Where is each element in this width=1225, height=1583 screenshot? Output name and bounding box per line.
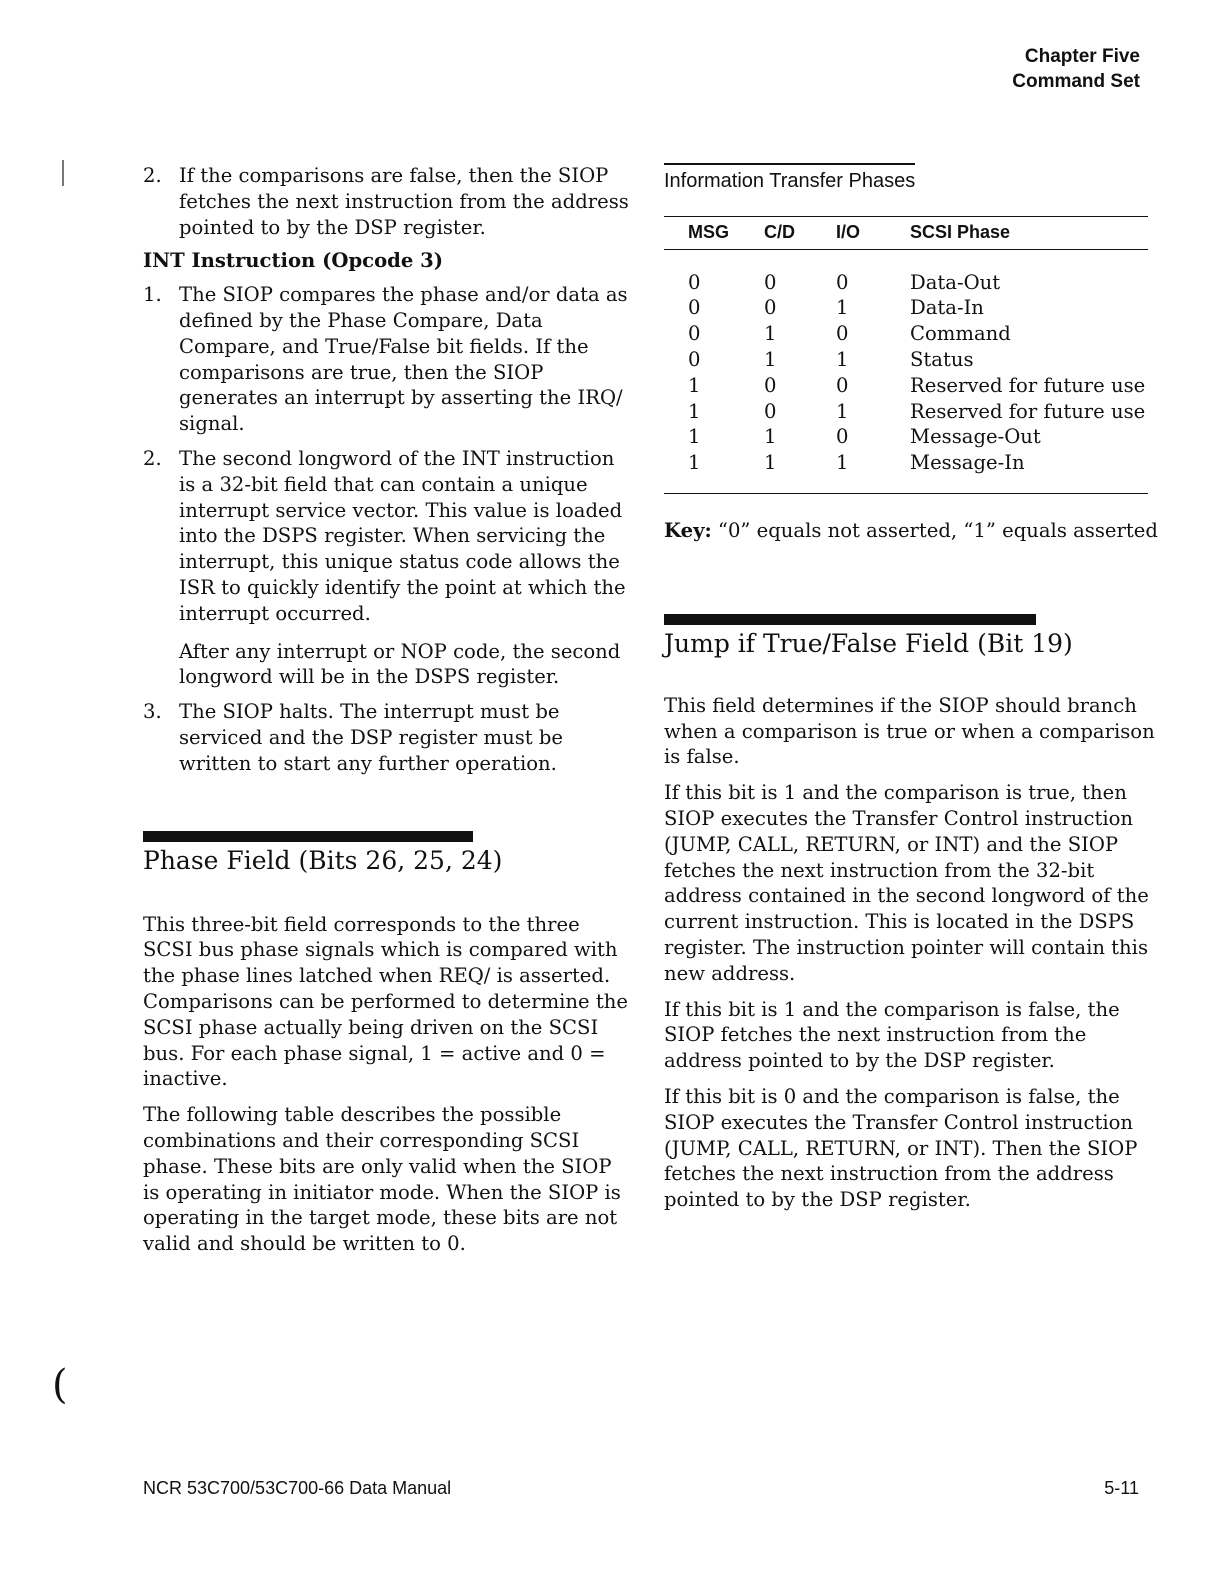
msg-cell: 1 <box>688 399 701 423</box>
paragraph: This three-bit field corresponds to the three SCSI bus phase signals which is compared with the phase lines latched when REQ/ is asserted. Comparisons can be performed to determine the SCSI phase actually being driven on the SCSI bus. For each phase signal, 1 = active and 0 = inactive. <box>143 912 628 1091</box>
list-number: 1. <box>143 283 162 307</box>
phase-cell: Message-Out <box>910 425 1041 449</box>
scan-mark <box>62 160 68 186</box>
msg-cell: 1 <box>688 373 701 397</box>
section-label: Command Set <box>1012 71 1140 92</box>
cd-cell: 1 <box>764 450 836 493</box>
paragraph: The following table describes the possible combinations and their corresponding SCSI phase. These bits are only valid when the SIOP is operating in initiator mode. When the SIOP is operating in the target mode, these bits are not valid and should be written to 0. <box>143 1103 621 1256</box>
list-text: The SIOP compares the phase and/or data as defined by the Phase Compare, Data Compare, and True/False bit fields. If the comparisons are true, then the SIOP generates an interrupt by asserting the IRQ/ signal. <box>179 283 628 436</box>
msg-cell: 0 <box>688 347 701 371</box>
footer-manual-title: NCR 53C700/53C700-66 Data Manual <box>143 1478 452 1498</box>
list-item <box>143 639 633 691</box>
msg-cell: 0 <box>688 270 701 294</box>
key-text: “0” equals not asserted, “1” equals asserted <box>717 518 1158 542</box>
table-row <box>664 373 1148 399</box>
cd-cell: 0 <box>764 373 777 397</box>
io-cell: 1 <box>836 296 849 320</box>
phase-field-title: Phase Field (Bits 26, 25, 24) <box>143 845 503 875</box>
chapter-label: Chapter Five <box>1024 46 1140 67</box>
list-text: The second longword of the INT instruction is a 32-bit field that can contain a unique interrupt service vector. This value is loaded into the DSPS register. When servicing the interrupt, this unique status code allows the ISR to quickly identify the point at which the interrupt occurred. <box>179 446 626 625</box>
io-cell: 1 <box>836 347 849 371</box>
col-header-phase: SCSI Phase <box>910 216 1148 249</box>
list-text: If the comparisons are false, then the SIOP fetches the next instruction from the address pointed to by the DSP register. <box>179 164 629 239</box>
io-cell: 0 <box>836 373 849 397</box>
int-heading: INT Instruction (Opcode 3) <box>143 249 444 273</box>
paragraph: If this bit is 1 and the comparison is false, the SIOP fetches the next instruction from the address pointed to by the DSP register. <box>664 997 1120 1073</box>
io-cell: 0 <box>836 322 849 346</box>
list-item <box>143 446 633 627</box>
io-cell: 0 <box>836 270 849 294</box>
left-column <box>143 163 633 1257</box>
table-row <box>664 399 1148 425</box>
list-item <box>143 282 633 437</box>
cd-cell: 1 <box>764 425 777 449</box>
col-header-io: I/O <box>836 216 910 249</box>
list-number: 2. <box>143 446 162 470</box>
io-cell: 0 <box>836 425 849 449</box>
phase-cell: Status <box>910 347 974 371</box>
cd-cell: 0 <box>764 270 777 294</box>
phase-cell: Command <box>910 322 1011 346</box>
table-row <box>664 295 1148 321</box>
table-row <box>664 249 1148 295</box>
key-label: Key: <box>664 518 712 542</box>
table-row <box>664 321 1148 347</box>
list-item <box>143 163 633 240</box>
paragraph: If this bit is 0 and the comparison is false, the SIOP executes the Transfer Control instruction (JUMP, CALL, RETURN, or INT). Then the SIOP fetches the next instruction from the address pointed to by the DSP register. <box>664 1084 1138 1212</box>
list-item <box>143 699 633 776</box>
cd-cell: 1 <box>764 322 777 346</box>
table-row <box>664 424 1148 450</box>
paragraph: If this bit is 1 and the comparison is true, then SIOP executes the Transfer Control instruction (JUMP, CALL, RETURN, or INT) and the SIOP fetches the next instruction from the 32-bit address contained in the second longword of the current instruction. This is located in the DSPS register. The instruction pointer will contain this new address. <box>664 781 1149 985</box>
io-cell: 1 <box>836 399 849 423</box>
list-number: 2. <box>143 164 162 187</box>
jump-field-title: Jump if True/False Field (Bit 19) <box>664 628 1073 658</box>
phase-cell: Data-Out <box>910 270 1001 294</box>
scan-mark-bracket: ( <box>52 1362 68 1408</box>
list-number: 3. <box>143 700 162 724</box>
col-header-msg: MSG <box>664 216 764 249</box>
phase-table <box>664 216 1148 494</box>
msg-cell: 1 <box>664 450 764 493</box>
phase-cell: Message-In <box>910 450 1148 493</box>
table-key <box>664 518 1160 544</box>
table-row <box>664 347 1148 373</box>
cd-cell: 0 <box>764 399 777 423</box>
section-rule <box>664 614 1036 625</box>
phase-cell: Reserved for future use <box>910 373 1146 397</box>
table-caption: Information Transfer Phases <box>664 163 915 193</box>
cd-cell: 1 <box>764 347 777 371</box>
table-row <box>664 450 1148 493</box>
page-number: 5-11 <box>1104 1478 1139 1498</box>
right-column <box>664 163 1160 1213</box>
msg-cell: 0 <box>688 296 701 320</box>
running-header <box>1012 44 1140 94</box>
list-text: The SIOP halts. The interrupt must be serviced and the DSP register must be written to start any further operation. <box>179 700 564 775</box>
msg-cell: 0 <box>688 322 701 346</box>
io-cell: 1 <box>836 450 910 493</box>
list-text: After any interrupt or NOP code, the second longword will be in the DSPS register. <box>179 639 621 689</box>
table-header-row <box>664 216 1148 249</box>
paragraph: This field determines if the SIOP should branch when a comparison is true or when a comparison is false. <box>664 693 1155 769</box>
msg-cell: 1 <box>688 425 701 449</box>
phase-cell: Reserved for future use <box>910 399 1146 423</box>
col-header-cd: C/D <box>764 216 836 249</box>
phase-cell: Data-In <box>910 296 984 320</box>
section-rule <box>143 831 473 842</box>
cd-cell: 0 <box>764 296 777 320</box>
